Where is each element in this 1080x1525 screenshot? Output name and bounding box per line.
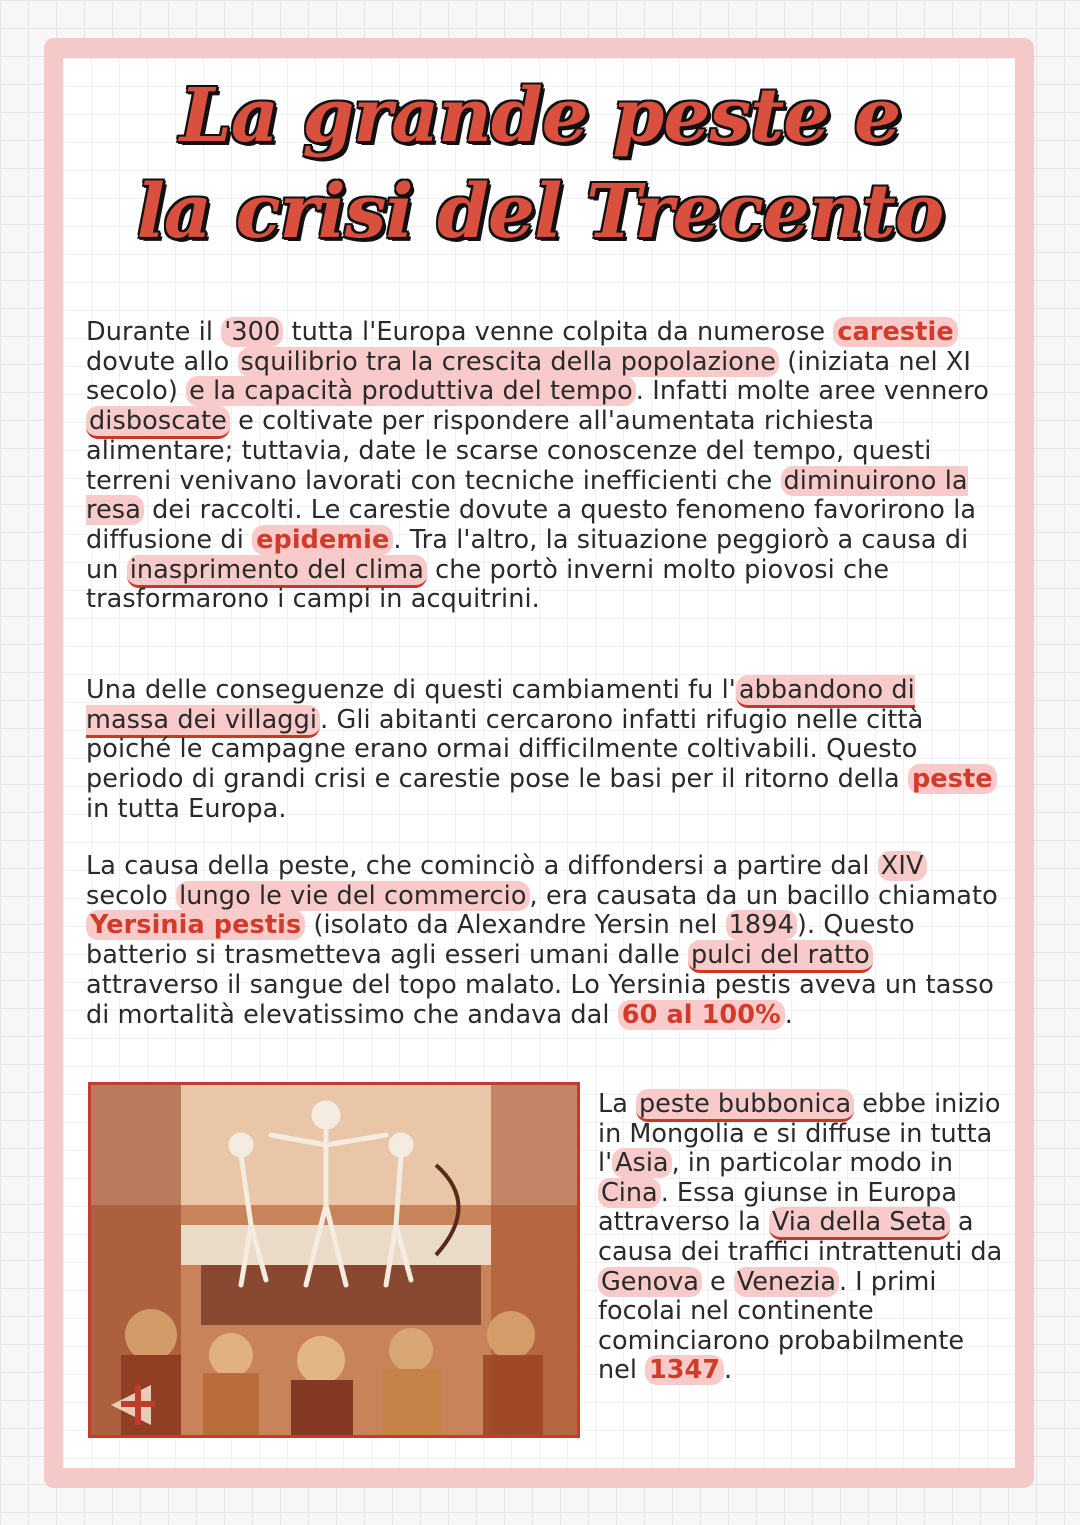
highlight: lungo le vie del commercio: [176, 881, 529, 911]
text-run: (iniziata nel XI secolo): [86, 346, 972, 407]
highlight: Venezia: [734, 1267, 839, 1297]
text-run: (isolato da Alexandre Yersin nel: [305, 910, 726, 941]
text-run: . Essa giunse in Europa attraverso la: [598, 1177, 957, 1238]
underlined-term: Via della Seta: [769, 1207, 950, 1240]
keyword-highlight: 1347: [645, 1355, 724, 1385]
underlined-term: abbandono di massa dei villaggi: [86, 675, 915, 738]
highlight: XIV: [878, 851, 927, 881]
text-run: La: [598, 1089, 636, 1119]
text-run: secolo: [86, 880, 177, 911]
keyword-highlight: carestie: [833, 317, 957, 347]
paragraph-peste-bubbonica: [598, 1090, 1008, 1386]
text-run: ). Questo batterio si trasmetteva agli esseri umani dalle: [86, 910, 915, 971]
highlight: e la capacità produttiva del tempo: [186, 376, 636, 406]
text-run: a causa dei traffici intrattenuti da: [598, 1207, 1003, 1267]
title-line-2: la crisi del Trecento: [136, 169, 944, 255]
text-run: dei raccolti. Le carestie dovute a questo fenomeno favorirono la diffusione di: [86, 495, 977, 555]
underlined-term: inasprimento del clima: [127, 555, 427, 588]
text-run: Durante il: [86, 317, 222, 347]
text-run: attraverso il sangue del topo malato. Lo Yersinia pestis aveva un tasso di mortalità elevatissimo che andava dal: [86, 969, 994, 1030]
paragraph-yersinia: [86, 852, 1006, 1030]
text-run: dovute allo: [86, 346, 238, 377]
highlight: 1894: [726, 910, 797, 940]
text-run: tutta l'Europa venne colpita da numerose: [283, 317, 834, 347]
text-run: e: [701, 1266, 734, 1297]
text-run: .: [784, 999, 793, 1030]
keyword-highlight: 60 al 100%: [618, 1000, 785, 1030]
paragraph-carestie: [86, 318, 1006, 615]
underlined-term: peste bubbonica: [636, 1089, 854, 1122]
text-run: che portò inverni molto piovosi che trasformarono i campi in acquitrini.: [86, 554, 890, 615]
text-run: La causa della peste, che cominciò a diffondersi a partire dal: [86, 851, 878, 881]
text-run: . I primi focolai nel continente cominciarono probabilmente nel: [598, 1266, 965, 1386]
text-run: in tutta Europa.: [86, 793, 287, 824]
highlight: Cina: [598, 1178, 661, 1208]
text-run: , era causata da un bacillo chiamato: [529, 880, 998, 911]
keyword-highlight: peste: [908, 764, 997, 794]
underlined-term: disboscate: [86, 406, 230, 439]
text-run: ebbe inizio in Mongolia e si diffuse in tutta l': [598, 1089, 1001, 1179]
text-run: .: [724, 1355, 733, 1386]
highlight: squilibrio tra la crescita della popolazione: [238, 347, 780, 377]
text-run: e coltivate per rispondere all'aumentata richiesta alimentare; tuttavia, date le scarse conoscenze del tempo, questi terreni venivano lavorati con tecniche inefficienti che: [86, 406, 932, 496]
paragraph-abbandono: [86, 676, 1006, 825]
highlight: diminuirono la resa: [86, 465, 968, 526]
text-run: Una delle conseguenze di questi cambiamenti fu l': [86, 675, 736, 705]
fresco-illustration: [91, 1085, 577, 1435]
text-run: . Gli abitanti cercarono infatti rifugio nelle città poiché le campagne erano ormai difficilmente coltivabili. Questo periodo di grandi crisi e carestie pose le basi per il ritorno della: [86, 704, 924, 795]
keyword-highlight: Yersinia pestis: [86, 910, 305, 940]
danse-macabre-fresco-image: [88, 1082, 580, 1438]
text-run: . Infatti molte aree vennero: [635, 376, 989, 407]
keyword-highlight: epidemie: [252, 525, 393, 555]
page-title: [0, 68, 1080, 260]
highlight: Genova: [598, 1267, 702, 1297]
text-run: . Tra l'altro, la situazione peggiorò a causa di un: [86, 524, 969, 585]
text-run: , in particolar modo in: [671, 1148, 954, 1179]
underlined-term: pulci del ratto: [688, 940, 873, 973]
title-line-1: La grande peste e: [179, 73, 901, 159]
highlight: '300: [221, 317, 283, 347]
highlight: Asia: [612, 1148, 671, 1178]
